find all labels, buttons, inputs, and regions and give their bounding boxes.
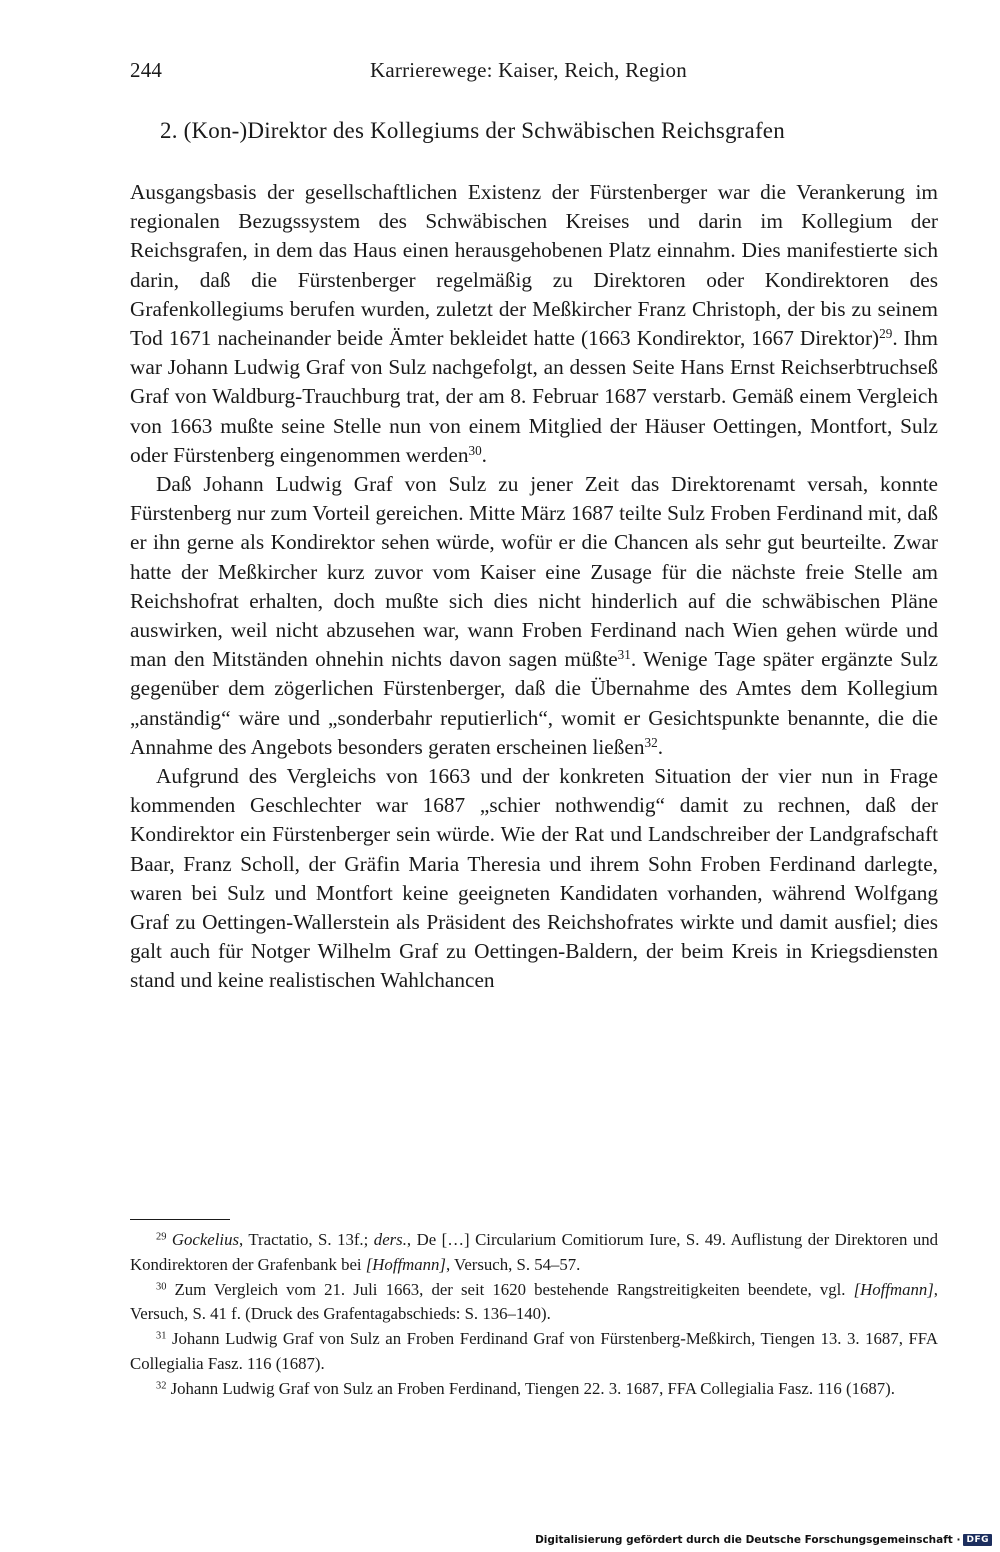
footnote-number: 29: [156, 1231, 167, 1243]
footnote-ref[interactable]: 29: [879, 325, 893, 341]
running-title: Karrierewege: Kaiser, Reich, Region: [370, 58, 687, 82]
footnote-number: 32: [156, 1380, 167, 1392]
paragraph: Daß Johann Ludwig Graf von Sulz zu jener Zeit das Direktorenamt versah, konnte Fürstenberg nur zum Vorteil gereichen. Mitte März 1687 teilte Sulz Froben Ferdinand mit, daß er ihn gerne als Kondirektor sehen würde, wofür er die Chancen als sehr gut beurteilte. Zwar hatte der Meßkircher kurz zuvor vom Kaiser eine Zusage für die nächste freie Stelle am Reichshofrat erhalten, doch mußte sich dies nicht hinderlich auf die schwäbischen Pläne auswirken, weil nicht abzusehen war, wann Froben Ferdinand nach Wien gehen würde und man den Mitständen ohnehin nichts davon sagen müßte$^{31}$. Wenige Tage später ergänzte Sulz gegenüber dem zögerlichen Fürstenberger, daß die Übernahme des Amtes dem Kollegium „anständig“ wäre und „sonderbahr reputierlich“, womit er Gesichtspunkte benannte, die die Annahme des Angebots besonders geraten erscheinen ließen$^{32}$.: [130, 472, 938, 759]
footnote: $^{32}$ Johann Ludwig Graf von Sulz an Froben Ferdinand, Tiengen 22. 3. 1687, FFA Collegialia Fasz. 116 (1687).: [156, 1378, 895, 1398]
paragraph: Ausgangsbasis der gesellschaftlichen Existenz der Fürstenberger war die Verankerung im regionalen Bezugssystem des Schwäbischen Kreises und darin im Kollegium der Reichsgrafen, in dem das Haus einen herausgehobenen Platz einnahm. Dies manifestierte sich darin, daß die Fürstenberger regelmäßig zu Direktoren oder Kondirektoren des Grafenkollegiums berufen wurden, zuletzt der Meßkircher Franz Christoph, der bis zu seinem Tod 1671 nacheinander beide Ämter bekleidet hatte (1663 Kondirektor, 1667 Direktor)$^{29}$. Ihm war Johann Ludwig Graf von Sulz nachgefolgt, an dessen Seite Hans Ernst Reichserbtruchseß Graf von Waldburg-Trauchburg trat, der am 8. Februar 1687 verstarb. Gemäß einem Vergleich von 1663 mußte seine Stelle nun von einem Mitglied der Häuser Oettingen, Montfort, Sulz oder Fürstenberg eingenommen werden$^{30}$.: [130, 180, 938, 467]
paragraph: Aufgrund des Vergleichs von 1663 und der konkreten Situation der vier nun in Frage kommenden Geschlechter war 1687 „schier nothwendig“ damit zu rechnen, daß der Kondirektor ein Fürstenberger sein würde. Wie der Rat und Landschreiber der Landgrafschaft Baar, Franz Scholl, der Gräfin Maria Theresia und ihrem Sohn Froben Ferdinand darlegte, waren bei Sulz und Montfort keine geeigneten Kandidaten vorhanden, während Wolfgang Graf zu Oettingen-Wallerstein als Präsident des Reichshofrates wirkte und damit ausfiel; dies galt auch für Notger Wilhelm Graf zu Oettingen-Baldern, der beim Kreis in Kriegsdiensten stand und keine realistischen Wahlchancen: [130, 764, 938, 993]
footnote-ref[interactable]: 30: [468, 442, 482, 458]
section-heading: 2. (Kon-)Direktor des Kollegiums der Schwäbischen Reichsgrafen: [160, 118, 785, 143]
body-text: [130, 178, 938, 996]
footnote: $^{29}$ Gockelius, Tractatio, S. 13f.; ders., De […] Circularium Comitiorum Iure, S. 49. Auflistung der Direktoren und Kondirektoren der Grafenbank bei [Hoffmann], Versuch, S. 54–57.: [130, 1230, 938, 1274]
footnote: $^{30}$ Zum Vergleich vom 21. Juli 1663, der seit 1620 bestehende Rangstreitigkeiten beendete, vgl. [Hoffmann], Versuch, S. 41 f. (Druck des Grafentagabschieds: S. 136–140).: [130, 1279, 938, 1324]
footnote-divider: [130, 1219, 230, 1220]
dfg-logo-icon: DFG: [963, 1534, 992, 1546]
running-header: [130, 58, 938, 90]
footnote-number: 31: [156, 1330, 167, 1342]
credit-text: Digitalisierung gefördert durch die Deutsche Forschungsgemeinschaft ·: [535, 1534, 961, 1546]
footnote-ref[interactable]: 31: [617, 647, 631, 662]
footnote-number: 30: [156, 1280, 167, 1292]
footnotes: [130, 1228, 938, 1402]
footnote: $^{31}$ Johann Ludwig Graf von Sulz an Froben Ferdinand Graf von Fürstenberg-Meßkirch, Tiengen 13. 3. 1687, FFA Collegialia Fasz. 116 (1687).: [130, 1329, 938, 1373]
digitization-credit: [535, 1532, 992, 1548]
page-number: 244: [130, 58, 163, 82]
footnote-ref[interactable]: 32: [644, 734, 658, 750]
